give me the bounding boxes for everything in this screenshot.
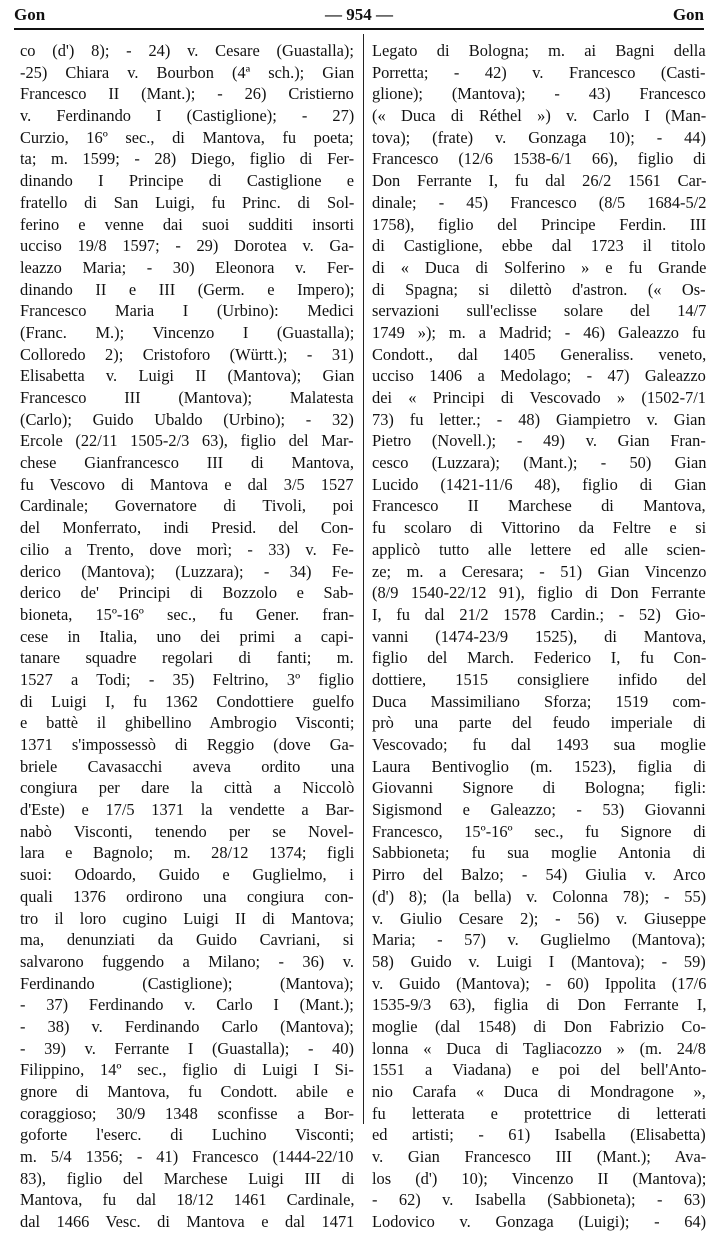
text-line: cilio a Trento, dove morì; - 33) v. Fe-	[20, 539, 354, 559]
text-line: ta; m. 1599; - 28) Diego, figlio di Fer-	[20, 149, 355, 169]
text-line: Cardinale; Governatore di Tivoli, poi	[20, 496, 354, 516]
text-line: m. 5/4 1356; - 41) Francesco (1444-22/10	[20, 1147, 354, 1167]
text-line: I, fu dal 21/2 1578 Cardin.; - 52) Gio-	[372, 604, 706, 624]
text-line: dei « Principi di Vescovado » (1502-7/1	[372, 388, 707, 407]
text-line: (8/9 1540-22/12 91), figlio di Don Ferrante	[372, 583, 706, 603]
text-line: Sabbioneta; fu sua moglie Antonia di	[372, 843, 706, 863]
text-line: Curzio, 16º sec., di Mantova, fu poeta;	[20, 127, 354, 147]
text-line: 73) fu letter.; - 48) Giampietro v. Gian	[372, 409, 706, 429]
text-line: Francesco II (Mant.); - 26) Cristierno	[20, 84, 354, 104]
text-line: Legato di Bologna; m. ai Bagni della	[372, 41, 706, 60]
text-line: nabò Visconti, tenendo per se Novel-	[20, 821, 354, 841]
text-line: nio Carafa « Duca di Mondragone »,	[372, 1082, 706, 1101]
text-line: 83), figlio del Marchese Luigi III di	[20, 1168, 355, 1188]
text-line: di « Duca di Solferino » e fu Grande	[372, 257, 707, 277]
text-line: ze; m. a Ceresara; - 51) Gian Vincenzo	[372, 561, 707, 581]
right-column	[372, 40, 707, 1232]
text-line: leazzo Maria; - 30) Eleonora v. Fer-	[20, 257, 354, 277]
text-line: d'Este) e 17/5 1371 la vendette a Bar-	[20, 800, 355, 820]
text-line: di Spagna; si dilettò d'astron. (« Os-	[372, 279, 706, 299]
text-line: Francesco Maria I (Urbino): Medici	[20, 301, 354, 321]
text-line: Sigismond e Galeazzo; - 53) Giovanni	[372, 800, 706, 820]
text-line: Condott., dal 1405 Generaliss. veneto,	[372, 344, 707, 364]
text-line: di Castiglione, ebbe dal 1723 il titolo	[372, 236, 706, 256]
text-line: fu Vescovo di Mantova e dal 3/5 1527	[20, 474, 354, 494]
text-line: ucciso 1406 a Medolago; - 47) Galeazzo	[372, 366, 706, 386]
text-line: 1758), figlio del Principe Ferdin. III	[372, 214, 707, 234]
text-line: lonna « Duca di Tagliacozzo » (m. 24/8	[372, 1038, 706, 1058]
text-line: Laura Bentivoglio (m. 1523), figlia di	[372, 756, 707, 776]
text-line: Francesco III (Mantova); Malatesta	[20, 388, 354, 407]
text-line: tro il loro cugino Luigi II di Mantova;	[20, 908, 355, 928]
text-line: Porretta; - 42) v. Francesco (Casti-	[372, 62, 706, 82]
text-line: tanare squadre regolari di fanti; m.	[20, 648, 354, 668]
text-line: Ferdinando (Castiglione); (Mantova);	[20, 973, 354, 993]
text-line: v. Ferdinando I (Castiglione); - 27)	[20, 106, 355, 126]
text-line: - 37) Ferdinando v. Carlo I (Mant.);	[20, 995, 354, 1015]
text-line: 58) Guido v. Luigi I (Mantova); - 59)	[372, 951, 706, 971]
text-line: prò una parte del feudo imperiale di	[372, 713, 706, 733]
text-line: (Carlo); Guido Ubaldo (Urbino); - 32)	[20, 409, 354, 429]
text-line: Pietro (Novell.); - 49) v. Gian Fran-	[372, 431, 706, 451]
text-line: (« Duca di Réthel ») v. Carlo I (Man-	[372, 106, 707, 126]
left-column	[20, 40, 355, 1232]
text-line: derico de' Principi di Bozzolo e Sab-	[20, 583, 354, 603]
text-line: ucciso 19/8 1597; - 29) Dorotea v. Ga-	[20, 236, 354, 256]
text-line: servazioni sull'eclisse solare del 14/7	[372, 301, 707, 321]
text-line: fu scolaro di Vittorino da Feltre e si	[372, 518, 707, 538]
text-line: Lodovico v. Gonzaga (Luigi); - 64)	[372, 1212, 707, 1232]
text-line: - 62) v. Isabella (Sabbioneta); - 63)	[372, 1190, 706, 1210]
text-line: Francesco (12/6 1538-6/1 66), figlio di	[372, 149, 706, 169]
text-line: Elisabetta v. Luigi II (Mantova); Gian	[20, 366, 355, 386]
text-line: Giovanni Signore di Bologna; figli:	[372, 778, 707, 798]
text-line: gnore di Mantova, fu Condott. abile e	[20, 1082, 354, 1101]
text-line: figlio del March. Federico I, fu Con-	[372, 648, 707, 668]
text-line: salvarono fuggendo a Milano; - 36) v.	[20, 951, 354, 971]
text-line: ferino e venne dai suoi sudditi insorti	[20, 214, 354, 234]
text-line: e battè il ghibellino Ambrogio Visconti;	[20, 713, 355, 733]
text-line: - 39) v. Ferrante I (Guastalla); - 40)	[20, 1038, 354, 1058]
text-line: chese Gianfrancesco III di Mantova,	[20, 453, 354, 473]
text-line: del Monferrato, indi Presid. del Con-	[20, 518, 354, 538]
text-line: coraggioso; 30/9 1348 sconfisse a Bor-	[20, 1103, 354, 1123]
text-line: (Franc. M.); Vincenzo I (Guastalla);	[20, 322, 355, 342]
text-line: fratello di San Luigi, fu Princ. di Sol-	[20, 192, 355, 212]
text-line: lara e Bagnolo; m. 28/12 1374; figli	[20, 843, 355, 863]
text-line: Colloredo 2); Cristoforo (Württ.); - 31)	[20, 344, 354, 364]
text-line: v. Gian Francesco III (Mant.); Ava-	[372, 1147, 707, 1167]
text-line: di Luigi I, fu 1362 Condottiere guelfo	[20, 691, 355, 711]
text-line: glione); (Mantova); - 43) Francesco	[372, 84, 706, 104]
text-line: Lucido (1421-11/6 48), figlio di Gian	[372, 474, 707, 494]
text-line: dinando I Principe di Castiglione e	[20, 171, 355, 191]
text-line: v. Guido (Mantova); - 60) Ippolita (17/6	[372, 973, 707, 993]
header-rule	[14, 28, 704, 30]
text-line: Don Ferrante I, fu dal 26/2 1561 Car-	[372, 171, 707, 191]
text-line: 1371 s'impossessò di Reggio (dove Ga-	[20, 735, 355, 754]
text-line: dal 1466 Vesc. di Mantova e dal 1471	[20, 1212, 355, 1232]
text-line: 1551 a Viadana) e poi del bell'Anto-	[372, 1060, 707, 1080]
text-line: Mantova, fu dal 18/12 1461 Cardinale,	[20, 1190, 355, 1210]
text-line: Filippino, 14º sec., figlio di Luigi I Si-	[20, 1060, 354, 1080]
text-line: Ercole (22/11 1505-2/3 63), figlio del Mar-	[20, 431, 354, 451]
text-line: co (d') 8); - 24) v. Cesare (Guastalla);	[20, 41, 354, 60]
text-line: (d') 8); (la bella) v. Colonna 78); - 55)	[372, 886, 707, 906]
running-header	[14, 2, 704, 28]
text-line: dinale; - 45) Francesco (8/5 1684-5/2	[372, 192, 707, 212]
text-line: Duca Massimiliano Sforza; 1519 com-	[372, 691, 706, 711]
text-line: dinando II e III (Germ. e Impero);	[20, 279, 355, 299]
text-line: -25) Chiara v. Bourbon (4ª sch.); Gian	[20, 62, 355, 82]
text-line: congiura per dare la città a Niccolò	[20, 778, 355, 798]
text-line: 1749 »); m. a Madrid; - 46) Galeazzo fu	[372, 322, 706, 342]
text-line: Maria; - 57) v. Guglielmo (Mantova);	[372, 930, 706, 950]
text-line: Francesco, 15º-16º sec., fu Signore di	[372, 821, 706, 841]
text-line: tova); (frate) v. Gonzaga 10); - 44)	[372, 127, 706, 147]
header-right-catchword: Gon	[672, 5, 704, 24]
text-line: Pirro del Balzo; - 54) Giulia v. Arco	[372, 865, 706, 885]
text-line: quali 1376 ordirono una congiura con-	[20, 886, 354, 906]
text-line: bioneta, 15º-16º sec., fu Gener. fran-	[20, 604, 355, 624]
text-line: fu letterata e protettrice di letterati	[372, 1103, 707, 1123]
text-line: moglie (dal 1548) di Don Fabrizio Co-	[372, 1016, 707, 1036]
column-divider	[363, 34, 364, 1124]
text-line: Vescovado; fu dal 1493 sua moglie	[372, 735, 706, 754]
text-line: cese in Italia, uno dei primi a capi-	[20, 626, 354, 646]
text-line: - 38) v. Ferdinando Carlo (Mantova);	[20, 1016, 354, 1036]
text-line: cesco (Luzzara); (Mant.); - 50) Gian	[372, 453, 707, 473]
text-line: ma, denunziati da Guido Cavriani, si	[20, 930, 354, 950]
text-line: Francesco II Marchese di Mantova,	[372, 496, 706, 516]
text-line: ed artisti; - 61) Isabella (Elisabetta)	[372, 1125, 706, 1145]
text-line: suoi: Odoardo, Guido e Guglielmo, i	[20, 865, 354, 885]
text-line: applicò tutto alle lettere ed alle scien-	[372, 539, 706, 559]
text-line: derico (Mantova); (Luzzara); - 34) Fe-	[20, 561, 354, 581]
text-line: v. Giulio Cesare 2); - 56) v. Giuseppe	[372, 908, 707, 928]
page-number: — 954 —	[325, 5, 393, 24]
text-line: goforte l'eserc. di Luchino Visconti;	[20, 1125, 355, 1145]
text-line: briele Cavasacchi aveva ordito una	[20, 756, 355, 776]
text-line: los (d') 10); Vincenzo II (Mantova);	[372, 1168, 707, 1188]
text-line: dottiere, 1515 consigliere infido del	[372, 669, 707, 689]
text-line: 1527 a Todi; - 35) Feltrino, 3º figlio	[20, 669, 354, 689]
header-left-catchword: Gon	[14, 5, 46, 24]
text-line: vanni (1474-23/9 1525), di Mantova,	[372, 626, 707, 646]
text-line: 1535-9/3 63), figlia di Don Ferrante I,	[372, 995, 707, 1015]
